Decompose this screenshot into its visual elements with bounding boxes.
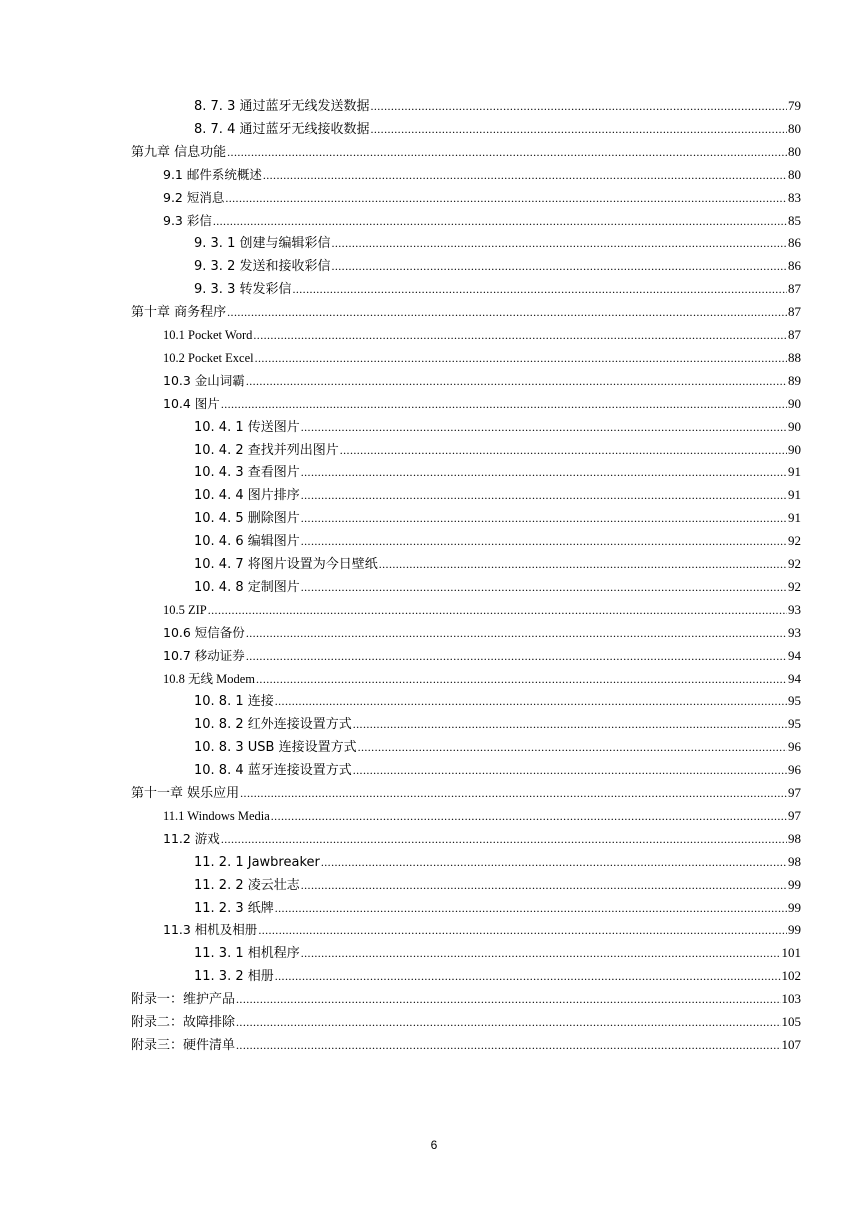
toc-entry[interactable] bbox=[194, 255, 801, 277]
dot-leader bbox=[227, 301, 787, 323]
toc-section[interactable] bbox=[163, 324, 801, 346]
toc-entry-page: 92 bbox=[788, 556, 801, 571]
toc-entry-title: 10. 8. 1 连接 bbox=[194, 694, 274, 710]
page-number: 6 bbox=[430, 1138, 438, 1152]
toc-entry-title: 8. 7. 4 通过蓝牙无线接收数据 bbox=[194, 121, 370, 137]
toc-entry-title: 9. 3. 2 发送和接收彩信 bbox=[194, 259, 331, 275]
dot-leader bbox=[225, 187, 787, 209]
toc-section[interactable] bbox=[163, 599, 801, 621]
toc-entry-page: 85 bbox=[788, 212, 801, 228]
toc-entry-title: 10.3 金山词霸 bbox=[163, 372, 245, 388]
toc-entry-page: 99 bbox=[788, 922, 801, 938]
toc-section[interactable] bbox=[163, 919, 801, 941]
toc-entry-page: 83 bbox=[788, 189, 801, 205]
toc-entry-title: 9.1 邮件系统概述 bbox=[163, 166, 262, 182]
dot-leader bbox=[263, 164, 787, 186]
toc-entry[interactable] bbox=[194, 851, 801, 873]
toc-entry[interactable] bbox=[194, 576, 801, 598]
toc-entry-page: 97 bbox=[788, 807, 801, 823]
toc-entry[interactable] bbox=[194, 874, 801, 896]
toc-entry-page: 99 bbox=[788, 899, 801, 915]
dot-leader bbox=[331, 232, 787, 254]
toc-entry-title: 10. 4. 4 图片排序 bbox=[194, 488, 300, 504]
toc-section[interactable] bbox=[163, 668, 801, 690]
dot-leader bbox=[236, 1034, 780, 1056]
dot-leader bbox=[301, 461, 787, 483]
toc-entry[interactable] bbox=[194, 232, 801, 254]
toc-entry-page: 79 bbox=[788, 98, 801, 113]
toc-appendix[interactable] bbox=[131, 1034, 801, 1056]
dot-leader bbox=[271, 805, 787, 827]
dot-leader bbox=[301, 416, 787, 438]
toc-entry-page: 80 bbox=[788, 143, 801, 159]
toc-entry-page: 91 bbox=[788, 510, 801, 526]
toc-entry[interactable] bbox=[194, 965, 801, 987]
toc-entry-page: 102 bbox=[781, 968, 801, 984]
toc-section[interactable] bbox=[163, 622, 801, 644]
dot-leader bbox=[255, 347, 787, 369]
toc-entry-page: 86 bbox=[788, 235, 801, 251]
dot-leader bbox=[246, 645, 787, 667]
toc-entry-title: 11. 3. 2 相册 bbox=[194, 969, 274, 985]
dot-leader bbox=[236, 988, 780, 1010]
toc-entry-title: 附录一：维护产品 bbox=[131, 992, 236, 1008]
dot-leader bbox=[275, 965, 781, 987]
dot-leader bbox=[258, 919, 787, 941]
dot-leader bbox=[301, 507, 787, 529]
toc-entry-title: 9. 3. 3 转发彩信 bbox=[194, 282, 292, 298]
toc-section[interactable] bbox=[163, 187, 801, 209]
toc-entry-page: 95 bbox=[788, 716, 801, 732]
dot-leader bbox=[370, 118, 787, 140]
toc-entry-page: 92 bbox=[788, 578, 801, 594]
toc-entry-title: 10. 4. 3 查看图片 bbox=[194, 465, 300, 481]
toc-entry-page: 96 bbox=[788, 739, 801, 755]
dot-leader bbox=[227, 141, 787, 163]
dot-leader bbox=[301, 942, 781, 964]
toc-entry-title: 11. 2. 1 Jawbreaker bbox=[194, 854, 320, 870]
toc-entry[interactable] bbox=[194, 690, 801, 712]
toc-entry-title: 10. 8. 2 红外连接设置方式 bbox=[194, 717, 352, 733]
toc-entry-title: 9. 3. 1 创建与编辑彩信 bbox=[194, 236, 331, 252]
dot-leader bbox=[321, 851, 787, 873]
toc-entry-page: 96 bbox=[788, 762, 801, 778]
toc-entry-title: 第十章 商务程序 bbox=[131, 305, 227, 321]
dot-leader bbox=[379, 553, 787, 575]
dot-leader bbox=[221, 393, 787, 415]
toc-entry-title: 10. 4. 7 将图片设置为今日壁纸 bbox=[194, 557, 378, 572]
toc-entry-page: 105 bbox=[781, 1014, 801, 1029]
toc-entry-page: 99 bbox=[788, 876, 801, 892]
toc-entry-page: 91 bbox=[788, 487, 801, 503]
toc-entry-page: 91 bbox=[788, 464, 801, 480]
toc-section[interactable] bbox=[163, 164, 801, 186]
toc-section[interactable] bbox=[163, 370, 801, 392]
toc-entry-title: 10. 8. 4 蓝牙连接设置方式 bbox=[194, 763, 352, 779]
toc-entry[interactable] bbox=[194, 897, 801, 919]
toc-entry[interactable] bbox=[194, 530, 801, 552]
dot-leader bbox=[292, 278, 787, 300]
toc-section[interactable] bbox=[163, 645, 801, 667]
dot-leader bbox=[331, 255, 787, 277]
toc-entry-page: 90 bbox=[788, 395, 801, 411]
toc-entry-page: 80 bbox=[788, 120, 801, 136]
toc-entry-title: 10.8 无线 Modem bbox=[163, 671, 256, 686]
toc-entry[interactable] bbox=[194, 942, 801, 964]
dot-leader bbox=[256, 668, 787, 690]
toc-entry-page: 89 bbox=[788, 372, 801, 388]
dot-leader bbox=[301, 874, 787, 896]
toc-entry-title: 9.2 短消息 bbox=[163, 189, 225, 205]
toc-section[interactable] bbox=[163, 805, 801, 827]
toc-entry-title: 10.1 Pocket Word bbox=[163, 328, 253, 342]
toc-section[interactable] bbox=[163, 393, 801, 415]
toc-entry-title: 9.3 彩信 bbox=[163, 212, 212, 228]
toc-entry-title: 10.4 图片 bbox=[163, 395, 220, 411]
toc-entry[interactable] bbox=[194, 118, 801, 140]
toc-entry[interactable] bbox=[194, 736, 801, 758]
toc-entry-page: 87 bbox=[788, 327, 801, 342]
dot-leader bbox=[208, 599, 787, 621]
toc-entry[interactable] bbox=[194, 507, 801, 529]
toc-entry[interactable] bbox=[194, 416, 801, 438]
toc-entry[interactable] bbox=[194, 439, 801, 461]
toc-entry-page: 98 bbox=[788, 853, 801, 869]
toc-entry-title: 附录二：故障排除 bbox=[131, 1015, 236, 1030]
toc-entry-page: 98 bbox=[788, 830, 801, 846]
toc-entry-page: 90 bbox=[788, 441, 801, 457]
dot-leader bbox=[353, 759, 787, 781]
toc-entry[interactable] bbox=[194, 95, 801, 117]
toc-entry[interactable] bbox=[194, 713, 801, 735]
toc-entry-page: 92 bbox=[788, 533, 801, 549]
toc-entry-page: 97 bbox=[788, 785, 801, 800]
toc-chapter[interactable] bbox=[131, 141, 801, 163]
dot-leader bbox=[275, 690, 787, 712]
dot-leader bbox=[246, 370, 787, 392]
toc-entry-title: 10. 4. 8 定制图片 bbox=[194, 579, 300, 595]
dot-leader bbox=[301, 576, 787, 598]
dot-leader bbox=[240, 782, 787, 804]
dot-leader bbox=[236, 1011, 780, 1033]
toc-entry-title: 11.2 游戏 bbox=[163, 830, 220, 846]
toc-entry[interactable] bbox=[194, 759, 801, 781]
toc-entry-page: 101 bbox=[781, 945, 801, 961]
toc-entry-title: 第九章 信息功能 bbox=[131, 144, 227, 160]
dot-leader bbox=[301, 530, 787, 552]
toc-chapter[interactable] bbox=[131, 301, 801, 323]
toc-entry-title: 10. 4. 6 编辑图片 bbox=[194, 534, 300, 550]
dot-leader bbox=[246, 622, 787, 644]
toc-entry-title: 10. 8. 3 USB 连接设置方式 bbox=[194, 740, 357, 756]
toc-appendix[interactable] bbox=[131, 988, 801, 1010]
toc-entry-page: 86 bbox=[788, 258, 801, 274]
dot-leader bbox=[340, 439, 787, 461]
dot-leader bbox=[358, 736, 787, 758]
toc-entry-page: 94 bbox=[788, 647, 801, 663]
dot-leader bbox=[370, 95, 787, 117]
toc-entry-page: 80 bbox=[788, 166, 801, 182]
toc-entry[interactable] bbox=[194, 461, 801, 483]
toc-entry-page: 107 bbox=[781, 1036, 801, 1052]
toc-entry-title: 附录三：硬件清单 bbox=[131, 1037, 236, 1053]
toc-entry[interactable] bbox=[194, 484, 801, 506]
toc-entry-page: 90 bbox=[788, 418, 801, 434]
toc-entry-page: 95 bbox=[788, 693, 801, 709]
toc-entry-title: 11.1 Windows Media bbox=[163, 808, 270, 823]
toc-entry-title: 11. 2. 2 凌云壮志 bbox=[194, 877, 300, 893]
toc-section[interactable] bbox=[163, 347, 801, 369]
toc-entry-title: 10. 4. 2 查找并列出图片 bbox=[194, 442, 339, 458]
toc-entry-title: 10.5 ZIP bbox=[163, 602, 207, 617]
toc-entry-title: 8. 7. 3 通过蓝牙无线发送数据 bbox=[194, 99, 370, 114]
toc-entry-title: 10.7 移动证券 bbox=[163, 647, 245, 663]
toc-section[interactable] bbox=[163, 210, 801, 232]
toc-entry-page: 87 bbox=[788, 304, 801, 320]
dot-leader bbox=[213, 210, 787, 232]
dot-leader bbox=[253, 324, 787, 346]
dot-leader bbox=[301, 484, 787, 506]
toc-entry-title: 11. 3. 1 相机程序 bbox=[194, 946, 300, 962]
toc-entry[interactable] bbox=[194, 553, 801, 575]
dot-leader bbox=[275, 897, 787, 919]
toc-entry-title: 10. 4. 1 传送图片 bbox=[194, 419, 300, 435]
toc-entry-title: 10.6 短信备份 bbox=[163, 624, 245, 640]
toc-entry-page: 94 bbox=[788, 670, 801, 686]
toc-appendix[interactable] bbox=[131, 1011, 801, 1033]
toc-entry-page: 87 bbox=[788, 281, 801, 297]
toc-entry-title: 11.3 相机及相册 bbox=[163, 922, 258, 938]
toc-entry-title: 11. 2. 3 纸牌 bbox=[194, 900, 274, 916]
toc-chapter[interactable] bbox=[131, 782, 801, 804]
toc-entry-page: 103 bbox=[781, 991, 801, 1007]
dot-leader bbox=[221, 828, 787, 850]
toc-entry-page: 88 bbox=[788, 349, 801, 365]
toc-entry-title: 第十一章 娱乐应用 bbox=[131, 786, 240, 801]
dot-leader bbox=[353, 713, 787, 735]
toc-entry[interactable] bbox=[194, 278, 801, 300]
toc-entry-title: 10.2 Pocket Excel bbox=[163, 350, 254, 365]
toc-entry-page: 93 bbox=[788, 624, 801, 640]
toc-entry-title: 10. 4. 5 删除图片 bbox=[194, 511, 300, 527]
toc-entry-page: 93 bbox=[788, 601, 801, 617]
toc-section[interactable] bbox=[163, 828, 801, 850]
